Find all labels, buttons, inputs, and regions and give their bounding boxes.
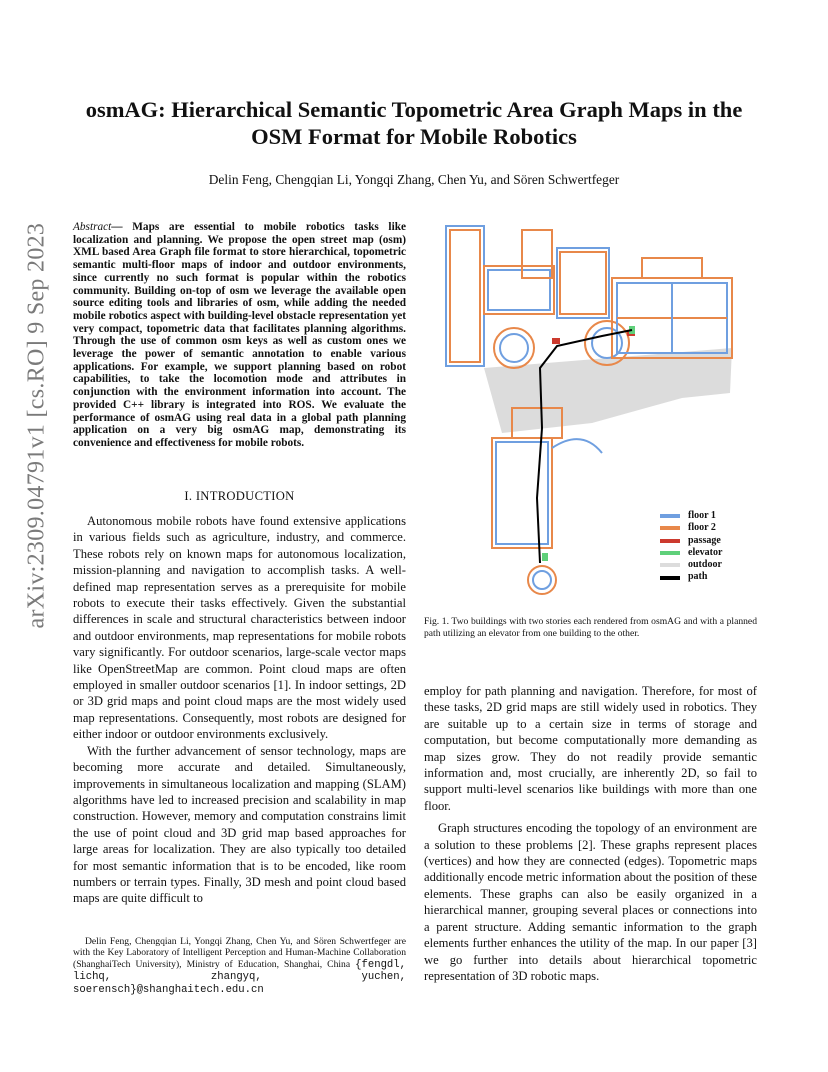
legend-label: outdoor — [688, 559, 722, 571]
legend-label: passage — [688, 534, 721, 546]
footnote-text: Delin Feng, Chengqian Li, Yongqi Zhang, Chen Yu, and Sören Schwertfeger are with the Key Laboratory of Intelligent Perception and Human-Machine Collaboration (ShanghaiTech University), Ministry of Education, Shanghai, China — [73, 936, 406, 970]
elevator-marker-2 — [542, 553, 548, 561]
legend-swatch — [660, 563, 680, 567]
building-lower — [492, 408, 602, 594]
legend-swatch — [660, 539, 680, 543]
legend-outdoor — [660, 559, 760, 571]
abstract — [73, 221, 406, 450]
title-line-2: OSM Format for Mobile Robotics — [251, 124, 577, 149]
right-paragraph-1: employ for path planning and navigation. Therefore, for most of these tasks, 2D grid maps are still widely used in robotics. They are suitable up to a certain size in terms of storage and computation, but become computationally more demanding as map sizes grow. They do not readily provide semantic information and, most crucially, are inherently 2D, so fail to support multi-level scenarios like buildings with more than one floor. — [424, 684, 757, 813]
legend-label: elevator — [688, 546, 723, 558]
footnote-email: {fengdl, lichq, zhangyq, yuchen, soerensch}@shanghaitech.edu.cn — [73, 958, 406, 996]
legend-passage — [660, 535, 760, 547]
paper-title — [80, 96, 748, 150]
section-heading: I. INTRODUCTION — [184, 489, 295, 503]
legend-swatch — [660, 526, 680, 530]
intro-paragraph-2: With the further advancement of sensor technology, maps are becoming more accurate and detailed. Simultaneously, improvements in simultaneous localization and mapping (SLAM) algorithms have led to increased precision and scalability in map construction. However, memory and computation constrains limit the use of point cloud and 3D grid map based approaches for large areas for localization. They are also typically too detailed for most semantic information that is to be encoded, like room numbers or terrain types. Finally, 3D mesh and point cloud based maps are quite difficult to — [73, 743, 406, 906]
figure-legend — [660, 510, 760, 584]
legend-swatch — [660, 576, 680, 580]
intro-left-column — [73, 513, 406, 907]
passage-marker-1 — [552, 338, 560, 344]
intro-paragraph-1: Autonomous mobile robots have found extensive applications in various fields such as agriculture, industry, and commerce. These robots rely on known maps for autonomous localization, mission-planning and navigation to accomplish tasks. A well-defined map representation serves as a prerequisite for mobile robots to execute their tasks effectively. Given the substantial differences in scale and structural characteristics between indoor and outdoor environments, map representations for mobile robots vary significantly. For outdoor scenarios, large-scale vector maps like OpenStreetMap are common. Point cloud maps are often employed in smaller outdoor scenarios [1]. In indoor settings, 2D or 3D grid maps and point cloud maps are the most widely used map representations. Consequently, most robots are designed for either indoor or outdoor environments exclusively. — [73, 514, 406, 742]
abstract-label: Abstract — [73, 221, 112, 233]
right-paragraph-2: Graph structures encoding the topology of an environment are a solution to these problems [2]. These graphs represent places (vertices) and how they are connected (edges). Topometric maps additionally encode metric information about the position of these elements. These graphs can also be easily organized in a hierarchical manner, grouping several places or connections into a parent structure. Adding semantic information to the graph elements further enhances the utility of the map. In our paper [3] we go further into details about hierarchical topometric representation of 3D robotic maps. — [424, 821, 757, 983]
abstract-dash: — — [111, 221, 123, 233]
legend-label: floor 1 — [688, 510, 716, 521]
legend-floor-1 — [660, 510, 760, 522]
abstract-text: Maps are essential to mobile robotics tasks like localization and planning. We propose the open street map (osm) XML based Area Graph file format to store hierarchical, topometric semantic multi-floor maps of indoor and outdoor environments, since currently no such format is popular within the robotics community. Building on-top of osm we leverage the available open source editing tools and libraries of osm, while adding the needed mobile robotics aspect with building-level obstacle representation yet very compact, topometric data that facilitates planning algorithms. Through the use of common osm keys as well as custom ones we leverage the power of semantic annotation to enable various applications. For example, we support planning based on robot capabilities, to take the locomotion mode and attributes in conjunction with the environment information into account. The provided C++ library is integrated into ROS. We evaluate the performance of osmAG using real data in a global path planning application on a very big osmAG map, demonstrating its convenience and effectiveness for mobile robots. — [73, 221, 406, 449]
title-line-1: osmAG: Hierarchical Semantic Topometric Area Graph Maps in the — [85, 97, 743, 122]
legend-swatch — [660, 514, 680, 518]
legend-label: path — [688, 571, 708, 583]
legend-path — [660, 571, 760, 583]
legend-elevator — [660, 547, 760, 559]
author-list: Delin Feng, Chengqian Li, Yongqi Zhang, Chen Yu, and Sören Schwertfeger — [208, 172, 620, 187]
legend-swatch — [660, 551, 680, 555]
arxiv-side-stamp: arXiv:2309.04791v1 [cs.RO] 9 Sep 2023 — [23, 222, 50, 629]
legend-floor-2 — [660, 522, 760, 534]
figure-caption: Fig. 1. Two buildings with two stories each rendered from osmAG and with a planned path utilizing an elevator from one building to the other. — [424, 616, 757, 639]
legend-label: floor 2 — [688, 522, 716, 534]
affiliation-footnote — [73, 936, 406, 996]
right-column-text — [424, 683, 757, 984]
